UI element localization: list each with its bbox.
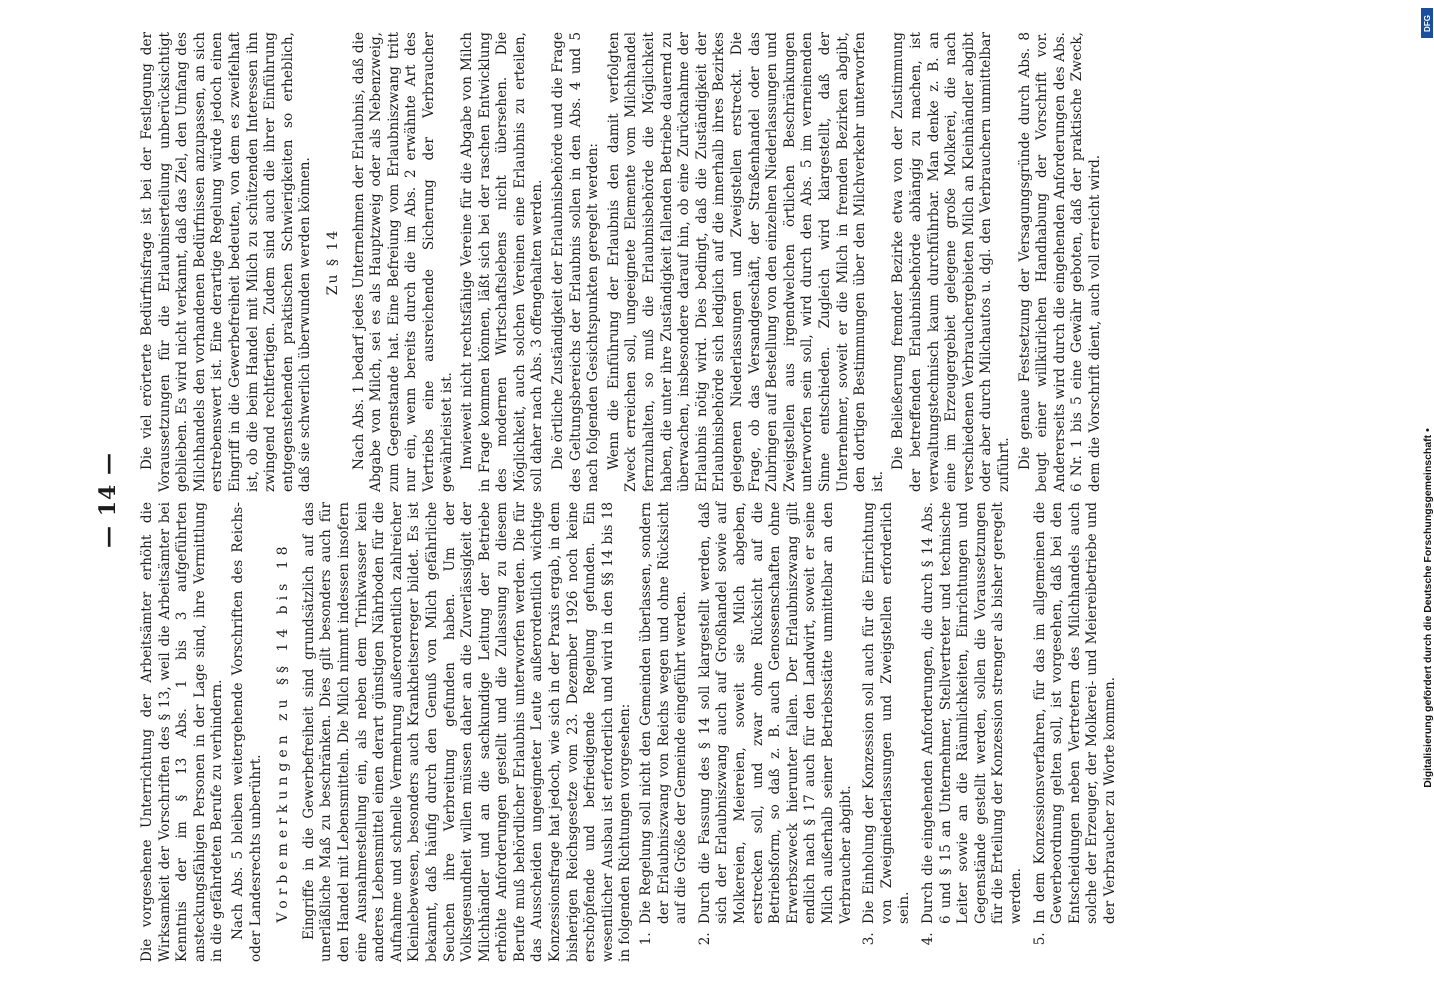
page-number: — 14 — xyxy=(95,452,121,548)
dfg-logo: DFG xyxy=(1421,8,1433,38)
section-14-paragraph: Nach Abs. 1 bedarf jedes Unternehmen der Erlaubnis, daß die Abgabe von Milch, sei es als Hauptzweig oder als Nebenzweig, zum Gegenstande hat. Eine Befreiung vom Erlaubniszwang tritt nur ein, wenn bereits durch die im Abs. 2 erwähnte Art des Vertriebs eine ausreichende Sicherung der Verbraucher gewährleistet ist. xyxy=(350,32,455,492)
list-item: 3. Die Einholung der Konzession soll auch für die Einrichtung von Zweigniederlassungen und Zweigstellen erforderlich sein. xyxy=(861,502,914,928)
list-item: 5. In dem Konzessionsverfahren, für das im allgemeinen die Gewerbeordnung gelten soll, ist vorgesehen, daß bei den Entscheidungen neben Vertretern des Milchhandels auch solche der Erzeuger, der Molkerei- und Meiereibetriebe und der Verbraucher zu Worte kommen. xyxy=(1032,502,1120,928)
need-question-paragraph: Die viel erörterte Bedürfnisfrage ist bei der Festlegung der Voraussetzungen für die Erlaubniserteilung unberücksichtigt geblieben. Es wird nicht verkannt, daß das Ziel, den Umfang des Milchhandels den vorhandenen Bedürfnissen anzupassen, an sich erstrebenswert ist. Eine derartige Regelung würde jedoch einen Eingriff in die Gewerbefreiheit bedeuten, von dem es zweifelhaft ist, ob die beim Handel mit Milch zu schützenden Interessen ihn zwingend rechtfertigen. Zudem sind auch die ihrer Einführung entgegenstehenden praktischen Schwierigkeiten so erheblich, daß sie schwerlich überwunden werden können. xyxy=(139,32,314,492)
section-heading-14: Zu § 14 xyxy=(324,228,341,296)
preliminary-body: Eingriffe in die Gewerbefreiheit sind grundsätzlich auf das unerläßliche Maß zu beschränken. Dies gilt besonders auch für den Handel mit Lebensmitteln. Die Milch nimmt indessen insofern eine Ausnahmestellung ein, als neben dem Trinkwasser kein anderes Lebensmittel einen derart günstigen Nährboden für die Aufnahme und schnelle Vermehrung außerordentlich zahlreicher Kleinlebewesen, besonders auch Krankheitserreger bildet. Es ist bekannt, daß häufig durch den Genuß von Milch gefährliche Seuchen ihre Verbreitung gefunden haben. Um der Volksgesundheit willen müssen daher an die Zuverlässigkeit der Milchhändler und an die sachkundige Leitung der Betriebe erhöhte Anforderungen gestellt und die Zulassung zu diesem Berufe muß behördlicher Erlaubnis unterworfen werden. Die für das Ausscheiden ungeeigneter Leute außerordentlich wichtige Konzessionsfrage hat jedoch, wie sich in der Praxis ergab, in dem bisherigen Reichsgesetze vom 23. Dezember 1926 noch keine erschöpfende und befriedigende Regelung gefunden. Ein wesentlicher Ausbau ist erforderlich und wird in den §§ 14 bis 18 in folgenden Richtungen vorgesehen: xyxy=(300,502,634,962)
sidebar-credit xyxy=(1418,0,1434,1000)
section-14-paragraph: Inwieweit nicht rechtsfähige Vereine für die Abgabe von Milch in Frage kommen können, läßt sich bei der raschen Entwicklung des modernen Wirtschaftslebens nicht übersehen. Die Möglichkeit, auch solchen Vereinen eine Erlaubnis zu erteilen, soll daher nach Abs. 3 offengehalten werden. xyxy=(459,32,546,492)
list-item: 2. Durch die Fassung des § 14 soll klargestellt werden, daß sich der Erlaubniszwang auch auf Großhandel sowie auf Molkereien, Meiereien, soweit sie Milch abgeben, erstrecken soll, und zwar ohne Rücksicht auf die Betriebsform, so daß z. B. auch Genossenschaften ohne Erwerbszweck hierunter fallen. Der Erlaubniszwang gilt endlich nach § 17 auch für den Landwirt, soweit er seine Milch außerhalb seiner Betriebsstätte unmittelbar an den Verbraucher abgibt. xyxy=(697,502,855,928)
section-14-paragraph: Wenn die Einführung der Erlaubnis den damit verfolgten Zweck erreichen soll, ungeeignete Elemente vom Milchhandel fernzuhalten, so muß die Erlaubnisbehörde die Möglichkeit haben, die unter ihre Zuständigkeit fallenden Betriebe dauernd zu überwachen, insbesondere darauf hin, ob eine Zurücknahme der Erlaubnis nötig wird. Dies bedingt, daß die Zuständigkeit der Erlaubnisbehörde sich lediglich auf die innerhalb ihres Bezirkes gelegenen Niederlassungen und Zweigstellen erstreckt. Die Frage, ob das Versandgeschäft, der Straßenhandel oder das Zubringen auf Bestellung von den einzelnen Niederlassungen und Zweigstellen aus irgendwelchen örtlichen Beschränkungen unterworfen sein soll, wird durch den Abs. 5 im verneinenden Sinne entschieden. Zugleich wird klargestellt, daß der Unternehmer, soweit er die Milch in fremden Bezirken abgibt, den dortigen Bestimmungen über den Milchverkehr unterworfen ist. xyxy=(605,32,886,492)
right-column xyxy=(139,32,1107,492)
funding-credit-text: Digitalisierung gefördert durch die Deutsche Forschungsgemeinschaft • xyxy=(1422,428,1434,788)
requirements-list xyxy=(638,502,1119,962)
section-14-paragraph: Die genaue Festsetzung der Versagungsgründe durch Abs. 8 beugt einer willkürlichen Handhabung der Vorschrift vor. Andererseits wird durch die eingehenden Anforderungen des Abs. 6 Nr. 1 bis 5 eine Gewähr geboten, daß der praktische Zweck, dem die Vorschrift dient, auch voll erreicht wird. xyxy=(1016,32,1103,492)
list-item: 1. Die Regelung soll nicht den Gemeinden überlassen, sondern der Erlaubniszwang von Reichs wegen und ohne Rücksicht auf die Größe der Gemeinde eingeführt werden. xyxy=(638,502,691,928)
section-14-paragraph: Die Beließerung fremder Bezirke etwa von der Zustimmung der betreffenden Erlaubnisbehörde abhängig zu machen, ist verwaltungstechnisch kaum durchführbar. Man denke z. B. an eine im Erzeugergebiet gelegene große Molkerei, die nach verschiedenen Verbrauchergebieten Milch an Kleinhändler abgibt oder aber durch Milchautos u. dgl. den Verbrauchern unmittelbar zuführt. xyxy=(890,32,1012,492)
intro-paragraph-1: Die vorgesehene Unterrichtung der Arbeitsämter erhöht die Wirksamkeit der Vorschriften des § 13, weil die Arbeitsämter bei Kenntnis der im § 13 Abs. 1 bis 3 aufgeführten ansteckungsfähigen Personen in der Lage sind, ihre Vermittlung in die gefährdeten Berufe zu verhindern. xyxy=(139,502,226,962)
left-column xyxy=(139,502,1125,962)
section-heading-preliminary: Vorbemerkungen zu §§ 14 bis 18 xyxy=(275,541,292,923)
list-item: 4. Durch die eingehenden Anforderungen, die durch § 14 Abs. 6 und § 15 an Unternehmer, Stellvertreter und technische Leiter sowie an die Räumlichkeiten, Einrichtungen und Gegenstände gestellt werden, sollen die Voraussetzungen für die Erteilung der Konzession strenger als bisher geregelt werden. xyxy=(920,502,1026,928)
scanned-page xyxy=(95,0,1365,1000)
intro-paragraph-2: Nach Abs. 5 bleiben weitergehende Vorschriften des Reichs- oder Landesrechts unberührt. xyxy=(229,502,264,962)
section-14-paragraph: Die örtliche Zuständigkeit der Erlaubnisbehörde und die Frage des Geltungsbereichs der Erlaubnis sollen in den Abs. 4 und 5 nach folgenden Gesichtspunkten geregelt werden: xyxy=(550,32,602,492)
